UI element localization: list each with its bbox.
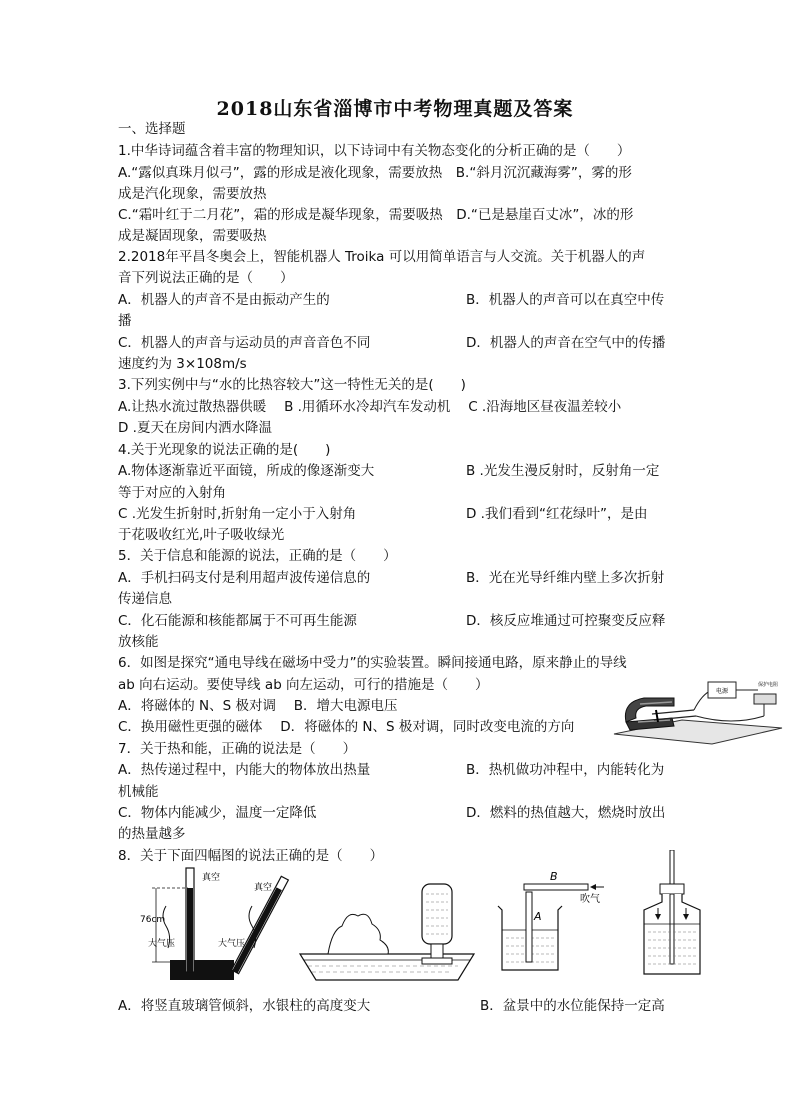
q4-option-d: D .我们看到“红花绿叶”，是由 — [466, 506, 648, 522]
rock-icon — [328, 914, 388, 954]
q1-option-b-cont: 成是汽化现象，需要放热 — [118, 186, 267, 202]
height-label: 76cm — [140, 915, 166, 925]
q2-stem-2: 音下列说法正确的是（ ） — [118, 270, 294, 286]
section-heading: 一、选择题 — [118, 121, 186, 137]
q5-option-b: B．光在光导纤维内壁上多次折射 — [466, 570, 665, 586]
q4-option-b-cont: 等于对应的入射角 — [118, 485, 226, 501]
blow-label: 吹气 — [580, 894, 600, 905]
rail-lower — [654, 716, 696, 720]
q7-option-c: C．物体内能减少，温度一定降低 — [118, 805, 317, 821]
q3-option-d: D .夏天在房间内洒水降温 — [118, 420, 272, 436]
q4-option-c: C .光发生折射时,折射角一定小于入射角 — [118, 506, 357, 522]
q4-option-b: B .光发生漫反射时，反射角一定 — [466, 463, 660, 479]
stopper-icon — [660, 884, 684, 894]
q4-option-d-cont: 于花吸收红光,叶子吸收绿光 — [118, 527, 285, 543]
q5-option-c: C．化石能源和核能都属于不可再生能源 — [118, 613, 357, 629]
q2-option-b-cont: 播 — [118, 313, 132, 329]
q2-option-b: B．机器人的声音可以在真空中传 — [466, 292, 665, 308]
q1-stem: 1.中华诗词蕴含着丰富的物理知识，以下诗词中有关物态变化的分析正确的是（ ） — [118, 143, 631, 159]
q3-stem: 3.下列实例中与“水的比热容较大”这一特性无关的是( ) — [118, 377, 466, 393]
q6-options-ab: A．将磁体的 N、S 极对调 B．增大电源电压 — [118, 698, 398, 714]
q7-option-d: D．燃料的热值越大，燃烧时放出 — [466, 805, 666, 821]
q5-stem: 5．关于信息和能源的说法，正确的是（ ） — [118, 548, 397, 564]
q4-option-a: A.物体逐渐靠近平面镜，所成的像逐渐变大 — [118, 463, 375, 479]
q6-options-cd: C．换用磁性更强的磁体 D．将磁体的 N、S 极对调，同时改变电流的方向 — [118, 719, 575, 735]
power-supply-label: 电源 — [715, 688, 729, 695]
inverted-bottle-icon — [422, 884, 452, 944]
q7-option-a: A．热传递过程中，内能大的物体放出热量 — [118, 762, 371, 778]
q8-option-b: B．盆景中的水位能保持一定高 — [480, 998, 665, 1014]
switch-icon — [754, 694, 776, 704]
q7-option-b-cont: 机械能 — [118, 784, 159, 800]
q3-options-abc: A.让热水流过散热器供暖 B .用循环水冷却汽车发动机 C .沿海地区昼夜温差较小 — [118, 399, 622, 415]
q8-option-a: A．将竖直玻璃管倾斜，水银柱的高度变大 — [118, 998, 371, 1014]
q2-option-c: C．机器人的声音与运动员的声音音色不同 — [118, 335, 371, 351]
tube-b-label: B — [550, 870, 558, 883]
q5-option-a: A．手机扫码支付是利用超声波传递信息的 — [118, 570, 371, 586]
q6-stem-1: 6．如图是探究“通电导线在磁场中受力”的实验装置。瞬间接通电路，原来静止的导线 — [118, 655, 627, 671]
q8-stem: 8．关于下面四幅图的说法正确的是（ ） — [118, 848, 384, 864]
q7-option-d-cont: 的热量越多 — [118, 826, 186, 842]
q2-option-d-cont: 速度约为 3×108m/s — [118, 356, 247, 372]
torricelli-figure — [140, 866, 290, 984]
q1-options-cd: C.“霜叶红于二月花”，霜的形成是凝华现象，需要吸热 D.“已是悬崖百丈冰”，冰的形 — [118, 207, 634, 223]
magnet-apparatus-figure — [612, 676, 784, 748]
q4-stem: 4.关于光现象的说法正确的是( ) — [118, 442, 331, 458]
bottle-straw-figure — [640, 850, 704, 978]
q1-options-ab: A.“露似真珠月似弓”，露的形成是液化现象，需要放热 B.“斜月沉沉藏海雾”，雾的形 — [118, 165, 632, 181]
q2-stem-1: 2.2018年平昌冬奥会上，智能机器人 Troika 可以用简单语言与人交流。关于机器人的声 — [118, 249, 646, 265]
bonsai-figure — [298, 880, 476, 984]
q7-option-b: B．热机做功冲程中，内能转化为 — [466, 762, 665, 778]
tube-b-icon — [524, 884, 588, 890]
q1-option-d-cont: 成是凝固现象，需要吸热 — [118, 228, 267, 244]
rail-upper — [652, 710, 694, 714]
switch-label: 保护电阻 — [758, 682, 779, 688]
q5-option-b-cont: 传递信息 — [118, 591, 172, 607]
tube-a-label: A — [534, 910, 542, 923]
q2-option-d: D．机器人的声音在空气中的传播 — [466, 335, 666, 351]
mercury-dish-icon — [170, 960, 234, 980]
vacuum-label-1: 真空 — [202, 873, 221, 883]
blow-tube-figure — [490, 866, 608, 976]
air-pressure-label-2: 大气压 — [218, 939, 246, 949]
vacuum-label-2: 真空 — [254, 883, 273, 893]
q7-stem: 7．关于热和能，正确的说法是（ ） — [118, 741, 357, 757]
page-title: 2018山东省淄博市中考物理真题及答案 — [216, 98, 574, 120]
q5-option-d-cont: 放核能 — [118, 634, 159, 650]
q6-stem-2: ab 向右运动。要使导线 ab 向左运动，可行的措施是（ ） — [118, 677, 489, 693]
air-pressure-label-1: 大气压 — [148, 939, 176, 949]
q2-option-a: A．机器人的声音不是由振动产生的 — [118, 292, 330, 308]
tube-a-icon — [526, 892, 532, 962]
q5-option-d: D．核反应堆通过可控聚变反应释 — [466, 613, 666, 629]
